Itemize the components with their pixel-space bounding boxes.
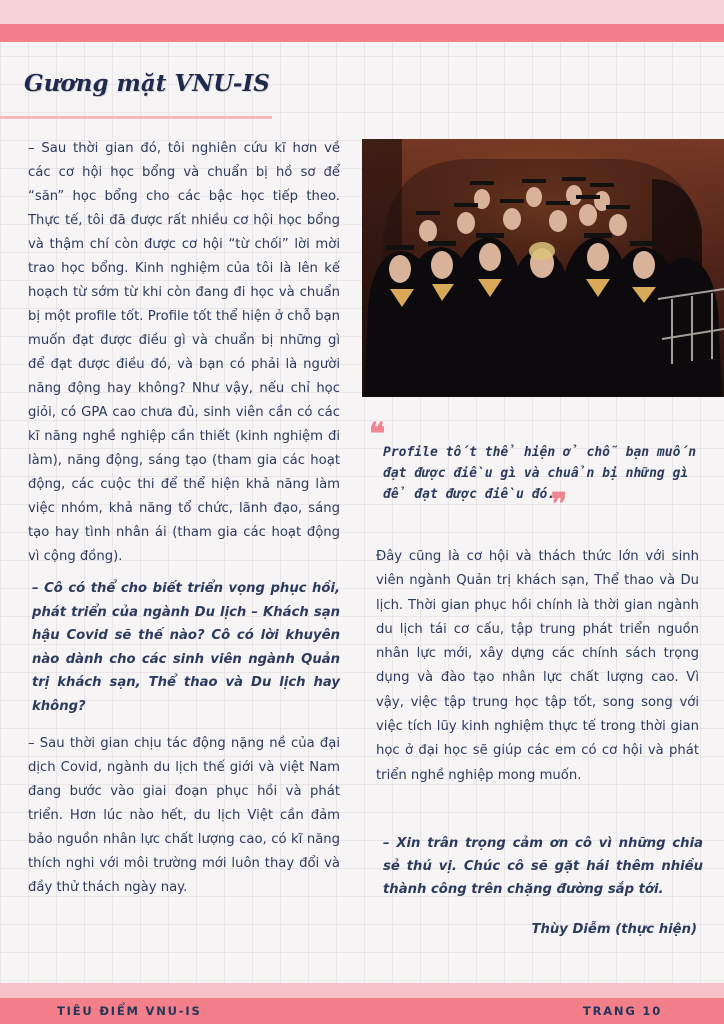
pull-quote: Profile tốt thể hiện ở chỗ bạn muốn đạt được điều gì và chuẩn bị những gì để đạt được điều đó. — [383, 445, 697, 502]
top-accent-bar — [0, 24, 724, 42]
footer-publication-name: TIÊU ĐIỂM VNU-IS — [57, 1004, 202, 1018]
left-paragraph-2: – Sau thời gian chịu tác động nặng nề của đại dịch Covid, ngành du lịch thế giới và việt Nam đang bước vào giai đoạn phục hồi và phát triển. Hơn lúc nào hết, du lịch Việt cần đảm bảo nguồn nhân lực chất lượng cao, có kĩ năng thích nghi với môi trường mới luôn thay đổi và đầy thử thách ngày nay. — [28, 736, 340, 895]
right-column — [376, 545, 699, 788]
bottom-pink-band — [0, 983, 724, 998]
title-underline — [0, 116, 272, 119]
footer-bar — [0, 998, 724, 1024]
graduation-photo — [362, 139, 724, 397]
close-quote-icon: ❞ — [551, 487, 568, 522]
section-title: Gương mặt VNU-IS — [24, 70, 270, 97]
top-pink-band — [0, 0, 724, 24]
closing-thanks: – Xin trân trọng cảm ơn cô vì những chia sẻ thú vị. Chúc cô sẽ gặt hái thêm nhiều thành công trên chặng đường sắp tới. — [383, 836, 703, 897]
footer-page-number: TRANG 10 — [582, 1004, 662, 1018]
left-column — [28, 137, 340, 900]
graduation-photo-drawing — [362, 139, 724, 397]
left-paragraph-1: – Sau thời gian đó, tôi nghiên cứu kĩ hơn về các cơ hội học bổng và chuẩn bị hồ sơ để “săn” học bổng cho các bậc học tiếp theo. Thực tế, tôi đã được rất nhiều cơ hội học bổng và thậm chí còn được cơ hội “từ chối” lời mời trao học bổng. Kinh nghiệm của tôi là lên kế hoạch từ sớm từ khi còn đang đi học và chuẩn bị một profile tốt. Profile tốt thể hiện ở chỗ bạn muốn đạt được điều gì và chuẩn bị những gì để đạt được điều đó, và bạn có phải là người năng động hay không? Như vậy, nếu chỉ học giỏi, có GPA cao chưa đủ, sinh viên cần có các kĩ năng nghề nghiệp cần thiết (kinh nghiệm đi làm), năng động, sáng tạo (tham gia các hoạt động, các cuộc thi để thể hiện khả năng làm việc nhóm, khả năng tổ chức, lãnh đạo, sáng tạo hay tình nhân ái (tham gia các hoạt động vì cộng đồng). — [28, 141, 340, 564]
author-signature: Thùy Diễm (thực hiện) — [531, 922, 697, 937]
right-paragraph: Đây cũng là cơ hội và thách thức lớn với sinh viên ngành Quản trị khách sạn, Thể thao và Du lịch. Thời gian phục hồi chính là thời gian ngành du lịch tái cơ cấu, tập trung phát triển nguồn nhân lực mới, xây dựng các chính sách trọng dụng và đào tạo nhân lực chất lượng cao. Vì vậy, việc tập trung học tập tốt, song song với việc tích lũy kinh nghiệm thực tế trong thời gian học ở đại học sẽ giúp các em có cơ hội và phát triển nghề nghiệp mong muốn. — [376, 549, 699, 783]
interview-question: – Cô có thể cho biết triển vọng phục hồi, phát triển của ngành Du lịch – Khách sạn hậu Covid sẽ thế nào? Cô có lời khuyên nào dành cho các sinh viên ngành Quản trị khách sạn, Thể thao và Du lịch hay không? — [32, 581, 340, 714]
open-quote-icon: ❝ — [369, 417, 386, 452]
